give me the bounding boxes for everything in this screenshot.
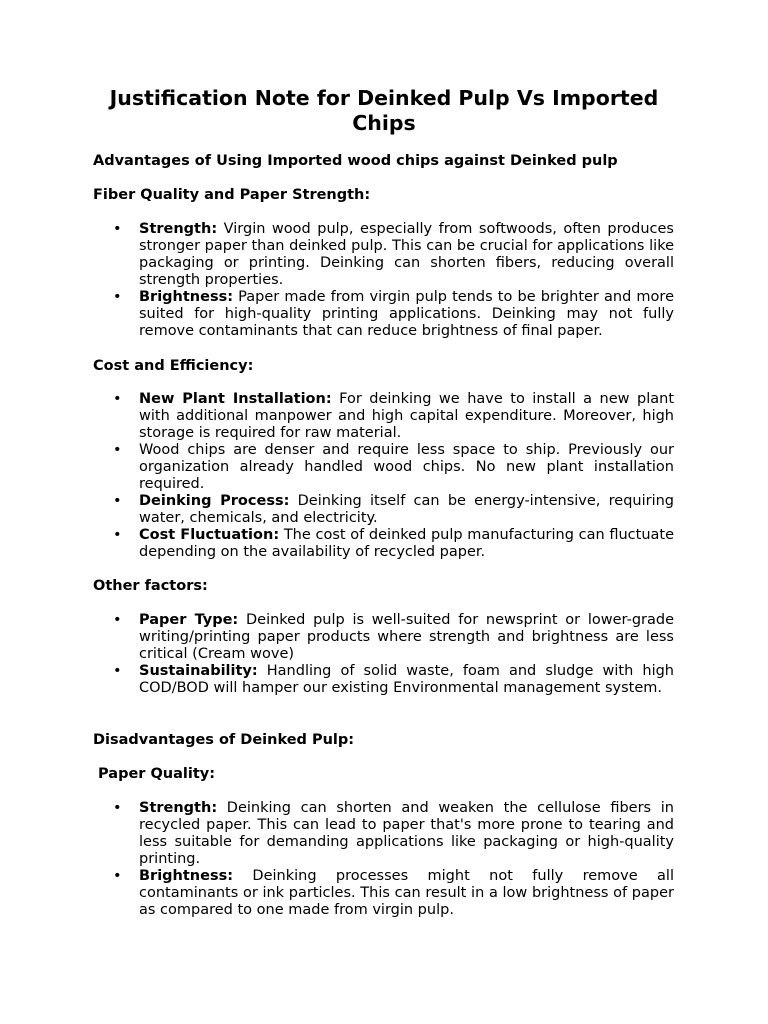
item-text: Deinking can shorten and weaken the cellulose fibers in recycled paper. This can lead to paper that's more prone to tearing and less suitable for demanding applications like packaging or high-quality printing. <box>139 800 674 867</box>
bullet-icon: • <box>113 663 122 679</box>
item-text: The cost of deinked pulp manufacturing can fluctuate depending on the availability of recycled paper. <box>139 527 675 560</box>
bullet-icon: • <box>113 442 122 458</box>
item-text: Deinked pulp is well-suited for newsprint or lower-grade writing/printing paper products where strength and brightness are less critical (Cream wove) <box>139 612 675 662</box>
list-item <box>93 663 674 697</box>
item-term: Sustainability: <box>139 663 258 679</box>
bullet-icon: • <box>113 612 122 628</box>
item-text: Deinking processes might not fully remove all contaminants or ink particles. This can result in a low brightness of paper as compared to one made from virgin pulp. <box>139 868 674 918</box>
document-title: Justification Note for Deinked Pulp Vs Imported Chips <box>109 86 659 135</box>
other-factors-heading: Other factors: <box>93 578 208 594</box>
item-text: Handling of solid waste, foam and sludge with high COD/BOD will hamper our existing Environmental management system. <box>139 663 674 696</box>
item-term: Brightness: <box>139 868 234 884</box>
item-text: Virgin wood pulp, especially from softwoods, often produces stronger paper than deinked pulp. This can be crucial for applications like packaging or printing. Deinking can shorten fibers, reducing overall strength properties. <box>139 221 674 288</box>
item-term: Strength: <box>139 800 218 816</box>
item-text: Wood chips are denser and require less space to ship. Previously our organization already handled wood chips. No new plant installation required. <box>139 442 674 492</box>
bullet-icon: • <box>113 391 122 407</box>
bullet-icon: • <box>113 289 122 305</box>
list-item <box>93 289 674 340</box>
item-text: Deinking itself can be energy-intensive, requiring water, chemicals, and electricity. <box>139 493 674 526</box>
list-item <box>93 868 674 919</box>
list-item <box>93 527 674 561</box>
disadvantages-heading: Disadvantages of Deinked Pulp: <box>93 732 355 748</box>
cost-efficiency-heading: Cost and Efficiency: <box>93 358 254 374</box>
list-item <box>93 391 674 442</box>
item-text: Paper made from virgin pulp tends to be brighter and more suited for high-quality printing applications. Deinking may not fully remove contaminants that can reduce brightness of final paper. <box>139 289 674 339</box>
item-term: Cost Fluctuation: <box>139 527 280 543</box>
item-term: Paper Type: <box>139 612 239 628</box>
bullet-icon: • <box>113 221 122 237</box>
paper-quality-list <box>93 800 674 919</box>
item-text: For deinking we have to install a new plant with additional manpower and high capital expenditure. Moreover, high storage is required for raw material. <box>139 391 675 441</box>
item-term: New Plant Installation: <box>139 391 332 407</box>
paper-quality-heading: Paper Quality: <box>93 766 216 782</box>
advantages-heading: Advantages of Using Imported wood chips against Deinked pulp <box>93 153 618 169</box>
cost-efficiency-list <box>93 391 674 561</box>
bullet-icon: • <box>113 868 122 884</box>
list-item <box>93 493 674 527</box>
item-term: Strength: <box>139 221 218 237</box>
fiber-quality-list <box>93 221 674 340</box>
fiber-quality-heading: Fiber Quality and Paper Strength: <box>93 187 371 203</box>
list-item <box>93 442 674 493</box>
bullet-icon: • <box>113 800 122 816</box>
bullet-icon: • <box>113 493 122 509</box>
bullet-icon: • <box>113 527 122 543</box>
item-term: Brightness: <box>139 289 234 305</box>
other-factors-list <box>93 612 674 697</box>
list-item <box>93 612 674 663</box>
list-item <box>93 800 674 868</box>
list-item <box>93 221 674 289</box>
item-term: Deinking Process: <box>139 493 290 509</box>
